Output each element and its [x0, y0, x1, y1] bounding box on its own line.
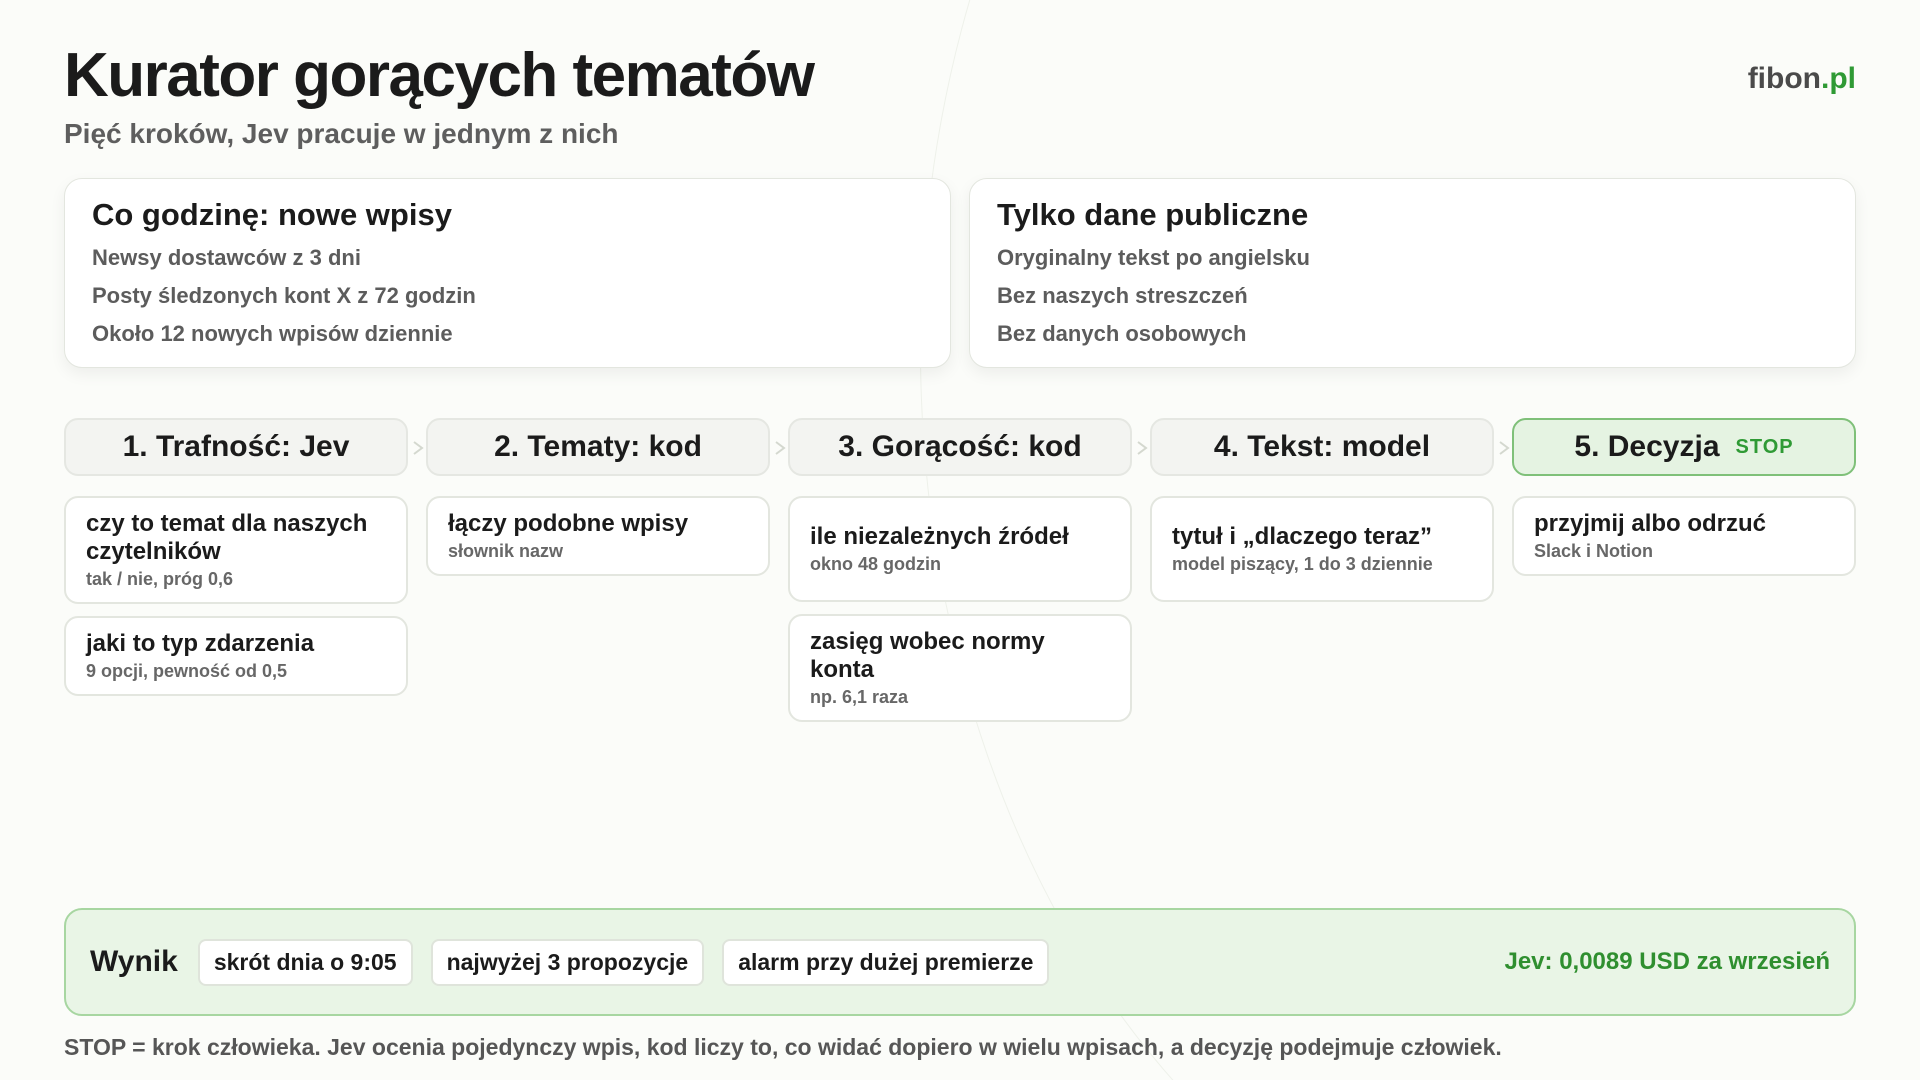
- result-pill: skrót dnia o 9:05: [198, 939, 413, 986]
- result-pill: najwyżej 3 propozycje: [431, 939, 705, 986]
- chevron-right-icon: [773, 441, 787, 455]
- step-card: [64, 496, 408, 604]
- info-card-title: Co godzinę: nowe wpisy: [92, 197, 452, 232]
- chevron-right-icon: [1497, 441, 1511, 455]
- step-card: [426, 496, 770, 576]
- step-card-title: ile niezależnych źródeł: [810, 523, 1069, 550]
- chevron-right-icon: [1135, 441, 1149, 455]
- step-card: [788, 614, 1132, 722]
- info-line: Około 12 nowych wpisów dziennie: [92, 321, 453, 346]
- step-card: [1512, 496, 1856, 576]
- page-title: Kurator gorących tematów: [64, 41, 814, 110]
- info-line: Bez danych osobowych: [997, 321, 1247, 346]
- step-card-sub: 9 opcji, pewność od 0,5: [86, 661, 288, 681]
- step-label: 4. Tekst: model: [1213, 430, 1431, 463]
- info-card-public-data: [969, 178, 1856, 368]
- step-card-sub: okno 48 godzin: [810, 554, 942, 574]
- result-label: Wynik: [90, 945, 178, 978]
- chevron-right-icon: [411, 441, 425, 455]
- info-line: Posty śledzonych kont X z 72 godzin: [92, 283, 476, 308]
- brand-tld: .pl: [1821, 62, 1856, 95]
- result-pill: alarm przy dużej premierze: [722, 939, 1049, 986]
- step-label: 1. Trafność: Jev: [122, 430, 350, 463]
- step-header-5: [1512, 418, 1856, 476]
- result-bar: [64, 908, 1856, 1016]
- step-card-title: tytuł i „dlaczego teraz”: [1172, 523, 1433, 550]
- cost-summary: Jev: 0,0089 USD za wrzesień: [1504, 948, 1830, 975]
- step-card: [1150, 496, 1494, 602]
- info-line: Bez naszych streszczeń: [997, 283, 1248, 308]
- step-card: [64, 616, 408, 696]
- step-header-2: [426, 418, 770, 476]
- step-card-sub: Slack i Notion: [1534, 541, 1654, 561]
- pipeline-steps: [64, 418, 1856, 722]
- step-label: 5. Decyzja: [1574, 430, 1720, 463]
- step-column-1: [64, 418, 408, 722]
- step-card-title: jaki to typ zdarzenia: [86, 630, 315, 657]
- info-card-title: Tylko dane publiczne: [997, 197, 1309, 232]
- step-card-title: łączy podobne wpisy: [448, 510, 689, 537]
- step-card-title: zasięg wobec normy konta: [810, 628, 1045, 683]
- step-header-4: [1150, 418, 1494, 476]
- step-column-5: [1512, 418, 1856, 722]
- step-card: [788, 496, 1132, 602]
- step-card-sub: tak / nie, próg 0,6: [86, 569, 234, 589]
- info-cards: [64, 178, 1856, 368]
- step-label: 3. Gorącość: kod: [838, 430, 1082, 463]
- step-card-title: czy to temat dla naszych czytelników: [86, 510, 368, 565]
- header: [64, 40, 814, 150]
- step-header-1: [64, 418, 408, 476]
- brand-logo: [1748, 62, 1856, 96]
- footnote: STOP = krok człowieka. Jev ocenia pojedynczy wpis, kod liczy to, co widać dopiero w wielu wpisach, a decyzję podejmuje człowiek.: [64, 1034, 1502, 1060]
- info-card-schedule: [64, 178, 951, 368]
- info-line: Oryginalny tekst po angielsku: [997, 245, 1310, 270]
- step-card-title: przyjmij albo odrzuć: [1534, 510, 1767, 537]
- stop-badge: STOP: [1735, 435, 1794, 458]
- page-subtitle: Pięć kroków, Jev pracuje w jednym z nich: [64, 118, 619, 149]
- step-card-sub: model piszący, 1 do 3 dziennie: [1172, 554, 1433, 574]
- step-card-sub: np. 6,1 raza: [810, 687, 909, 707]
- step-header-3: [788, 418, 1132, 476]
- step-column-4: [1150, 418, 1494, 722]
- step-column-2: [426, 418, 770, 722]
- step-card-sub: słownik nazw: [448, 541, 564, 561]
- step-label: 2. Tematy: kod: [494, 430, 702, 463]
- brand-name: fibon: [1747, 62, 1821, 95]
- info-line: Newsy dostawców z 3 dni: [92, 245, 361, 270]
- step-column-3: [788, 418, 1132, 722]
